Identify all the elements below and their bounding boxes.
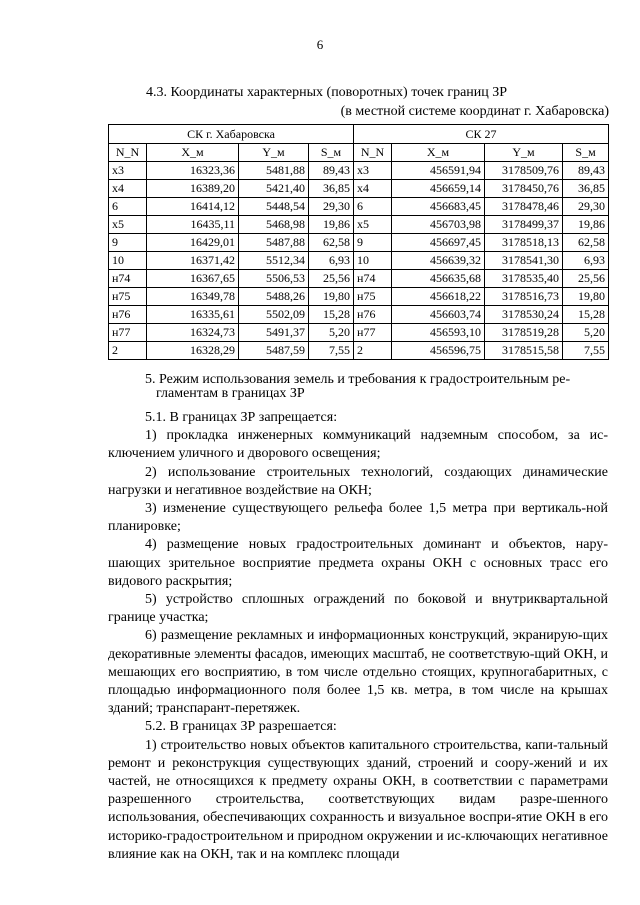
coordinate-cell: 16328,29 xyxy=(147,342,239,360)
coordinate-cell: 19,80 xyxy=(309,288,354,306)
coordinate-cell: 3178478,46 xyxy=(485,198,563,216)
list-item: 3) изменение существующего рельефа более 1,5 метра при вертикаль-ной планировке; xyxy=(108,501,608,535)
coordinate-cell: 456659,14 xyxy=(392,180,485,198)
coordinate-cell: 29,30 xyxy=(309,198,354,216)
table-row xyxy=(109,216,609,234)
coordinate-cell: 15,28 xyxy=(563,306,609,324)
coordinate-cell: 5,20 xyxy=(309,324,354,342)
coordinate-cell: 5491,37 xyxy=(239,324,309,342)
coordinate-cell: 16323,36 xyxy=(147,162,239,180)
point-id-cell: х4 xyxy=(109,180,147,198)
coordinate-cell: 3178519,28 xyxy=(485,324,563,342)
column-header: Y_м xyxy=(239,144,309,162)
point-id-cell: х5 xyxy=(354,216,392,234)
coordinate-cell: 89,43 xyxy=(563,162,609,180)
coordinate-cell: 5506,53 xyxy=(239,270,309,288)
coordinate-cell: 19,86 xyxy=(563,216,609,234)
coordinate-cell: 19,86 xyxy=(309,216,354,234)
coordinate-cell: 3178515,58 xyxy=(485,342,563,360)
coordinate-cell: 16367,65 xyxy=(147,270,239,288)
coordinate-cell: 3178530,24 xyxy=(485,306,563,324)
coordinate-cell: 456703,98 xyxy=(392,216,485,234)
list-item: 1) строительство новых объектов капитального строительства, капи-тальный ремонт и реконструкция существующих зданий, строений и соору-жений и их частей, не относящихся к предмету охраны ОКН, в соответствии с параметрами разрешенного строительства, соответствующих видам разре-шенного использования, обеспечивающих сохранность и визуальное воспри-ятие ОКН в его историко-градостроительном и природном окружении и ис-ключающих негативное влияние как на ОКН, так и на комплекс площади xyxy=(108,737,608,862)
coordinate-cell: 456618,22 xyxy=(392,288,485,306)
section-title: 4.3. Координаты характерных (поворотных) точек границ ЗР xyxy=(146,85,508,100)
point-id-cell: н77 xyxy=(354,324,392,342)
coordinate-cell: 456596,75 xyxy=(392,342,485,360)
table-row xyxy=(109,252,609,270)
coordinate-cell: 16414,12 xyxy=(147,198,239,216)
table-row xyxy=(109,198,609,216)
section-subtitle: (в местной системе координат г. Хабаровска) xyxy=(340,104,609,119)
coordinate-cell: 62,58 xyxy=(309,234,354,252)
coordinate-cell: 456639,32 xyxy=(392,252,485,270)
coordinate-cell: 16435,11 xyxy=(147,216,239,234)
coordinates-table xyxy=(108,124,609,360)
coordinate-cell: 5421,40 xyxy=(239,180,309,198)
coordinate-cell: 456603,74 xyxy=(392,306,485,324)
section-5-heading-line1: 5. Режим использования земель и требования к градостроительным ре- xyxy=(145,372,571,387)
coordinate-cell: 5448,54 xyxy=(239,198,309,216)
section-5-heading-line2: гламентам в границах ЗР xyxy=(156,386,305,401)
column-header: X_м xyxy=(392,144,485,162)
section-5-text xyxy=(108,373,608,864)
coordinate-cell: 29,30 xyxy=(563,198,609,216)
coordinate-cell: 3178499,37 xyxy=(485,216,563,234)
column-header: N_N xyxy=(354,144,392,162)
column-header: Y_м xyxy=(485,144,563,162)
group-left-label: СК г. Хабаровска xyxy=(109,125,354,144)
table-column-headers xyxy=(109,144,609,162)
coordinate-cell: 5487,59 xyxy=(239,342,309,360)
list-item: 2) использование строительных технологий, создающих динамические нагрузки и негативное воздействие на ОКН; xyxy=(108,464,608,498)
coordinate-cell: 456635,68 xyxy=(392,270,485,288)
coordinate-cell: 16324,73 xyxy=(147,324,239,342)
point-id-cell: 2 xyxy=(109,342,147,360)
table-row xyxy=(109,324,609,342)
coordinate-cell: 5487,88 xyxy=(239,234,309,252)
column-header: X_м xyxy=(147,144,239,162)
coordinate-cell: 3178541,30 xyxy=(485,252,563,270)
point-id-cell: х3 xyxy=(354,162,392,180)
coordinate-cell: 16429,01 xyxy=(147,234,239,252)
coordinate-cell: 5468,98 xyxy=(239,216,309,234)
point-id-cell: 6 xyxy=(109,198,147,216)
point-id-cell: 10 xyxy=(109,252,147,270)
list-item: 5) устройство сплошных ограждений по боковой и внутриквартальной границе участка; xyxy=(108,592,608,626)
point-id-cell: х4 xyxy=(354,180,392,198)
coordinate-cell: 36,85 xyxy=(309,180,354,198)
coordinate-cell: 16389,20 xyxy=(147,180,239,198)
table-row xyxy=(109,288,609,306)
table-row xyxy=(109,162,609,180)
table-row xyxy=(109,270,609,288)
coordinate-cell: 16349,78 xyxy=(147,288,239,306)
coordinate-cell: 7,55 xyxy=(563,342,609,360)
coordinate-cell: 5512,34 xyxy=(239,252,309,270)
point-id-cell: н76 xyxy=(354,306,392,324)
coordinate-cell: 3178518,13 xyxy=(485,234,563,252)
point-id-cell: х3 xyxy=(109,162,147,180)
coordinate-cell: 3178450,76 xyxy=(485,180,563,198)
column-header: S_м xyxy=(563,144,609,162)
coordinate-cell: 25,56 xyxy=(309,270,354,288)
coordinate-cell: 456697,45 xyxy=(392,234,485,252)
group-right-label: СК 27 xyxy=(354,125,609,144)
list-item: 1) прокладка инженерных коммуникаций надземным способом, за ис-ключением уличного и дворового освещения; xyxy=(108,428,608,462)
coordinate-cell: 6,93 xyxy=(309,252,354,270)
list-item: 4) размещение новых градостроительных доминант и объектов, нару-шающих зрительное восприятие предмета охраны ОКН с основных трасс его видового раскрытия; xyxy=(108,537,608,589)
coordinate-cell: 19,80 xyxy=(563,288,609,306)
coordinate-cell: 25,56 xyxy=(563,270,609,288)
coordinate-cell: 89,43 xyxy=(309,162,354,180)
coordinate-cell: 456593,10 xyxy=(392,324,485,342)
coordinate-cell: 3178535,40 xyxy=(485,270,563,288)
point-id-cell: н77 xyxy=(109,324,147,342)
subsection-5-1-title: 5.1. В границах ЗР запрещается: xyxy=(145,410,338,425)
point-id-cell: 10 xyxy=(354,252,392,270)
coordinate-cell: 5488,26 xyxy=(239,288,309,306)
coordinate-cell: 3178516,73 xyxy=(485,288,563,306)
column-header: N_N xyxy=(109,144,147,162)
table-group-header xyxy=(109,125,609,144)
point-id-cell: н76 xyxy=(109,306,147,324)
section-5-heading xyxy=(108,373,608,401)
table-row xyxy=(109,342,609,360)
point-id-cell: н75 xyxy=(109,288,147,306)
page-number: 6 xyxy=(316,37,324,52)
coordinate-cell: 62,58 xyxy=(563,234,609,252)
point-id-cell: н74 xyxy=(354,270,392,288)
table-row xyxy=(109,306,609,324)
point-id-cell: х5 xyxy=(109,216,147,234)
table-row xyxy=(109,180,609,198)
point-id-cell: н74 xyxy=(109,270,147,288)
coordinate-cell: 5,20 xyxy=(563,324,609,342)
coordinate-cell: 5481,88 xyxy=(239,162,309,180)
coordinate-cell: 36,85 xyxy=(563,180,609,198)
coordinate-cell: 5502,09 xyxy=(239,306,309,324)
point-id-cell: 2 xyxy=(354,342,392,360)
coordinate-cell: 15,28 xyxy=(309,306,354,324)
column-header: S_м xyxy=(309,144,354,162)
coordinate-cell: 456591,94 xyxy=(392,162,485,180)
point-id-cell: 9 xyxy=(109,234,147,252)
coordinate-cell: 456683,45 xyxy=(392,198,485,216)
subsection-5-2-title: 5.2. В границах ЗР разрешается: xyxy=(145,719,337,735)
table-row xyxy=(109,234,609,252)
coordinate-cell: 16335,61 xyxy=(147,306,239,324)
coordinate-cell: 6,93 xyxy=(563,252,609,270)
coordinate-cell: 7,55 xyxy=(309,342,354,360)
coordinate-cell: 3178509,76 xyxy=(485,162,563,180)
coordinate-cell: 16371,42 xyxy=(147,252,239,270)
point-id-cell: н75 xyxy=(354,288,392,306)
point-id-cell: 9 xyxy=(354,234,392,252)
list-item: 6) размещение рекламных и информационных конструкций, экранирую-щих декоративные элементы фасадов, имеющих масштаб, не соответствую-щий ОКН, и мешающих его восприятию, в том числе отдельно стоящих, крупногабаритных, с площадью информационного поля более 1,5 кв. метра, в том числе на крышах зданий; транспарант-перетяжек. xyxy=(108,628,608,717)
point-id-cell: 6 xyxy=(354,198,392,216)
